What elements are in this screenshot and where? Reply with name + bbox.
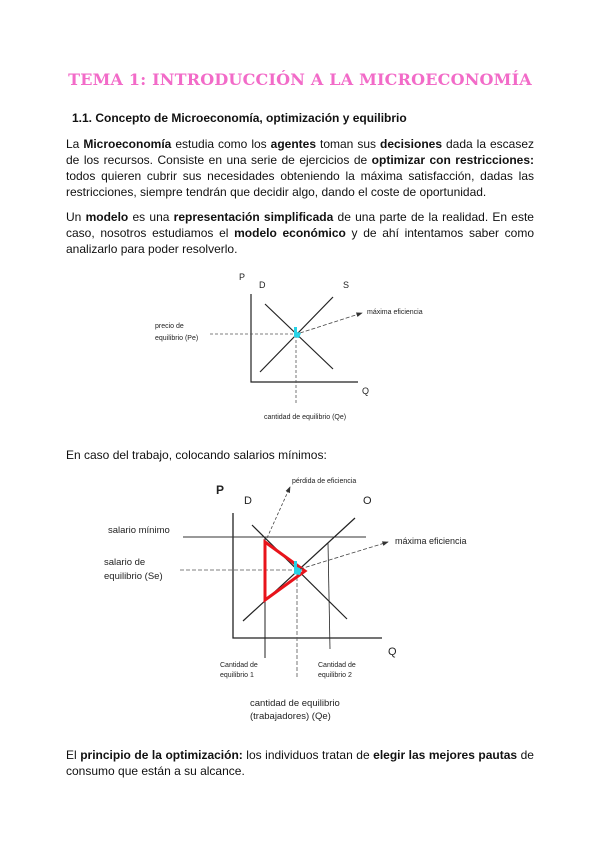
quantity-2-label: equilibrio 2 (318, 672, 352, 679)
paragraph-microeconomia (66, 136, 534, 200)
supply-demand-diagram (0, 269, 600, 429)
text-bold: representación simplificada (173, 210, 334, 224)
text: es una (128, 210, 174, 224)
text-bold: decisiones (379, 137, 443, 151)
quantity-2-label: Cantidad de (318, 662, 356, 669)
text: de una parte de la realidad. En este caso, nosotros estudiamos el (66, 210, 534, 240)
efficiency-arrow (300, 313, 362, 333)
curve-label-d: D (259, 280, 266, 290)
equilibrium-point (294, 327, 301, 338)
text-bold: principio de la optimización: (80, 748, 243, 762)
quantity-2-line (328, 543, 330, 649)
axis-label-p: P (239, 272, 246, 282)
min-wage-label: salario mínimo (108, 525, 170, 536)
text-bold: agentes (270, 137, 317, 151)
text: de consumo que están a su alcance. (66, 748, 534, 778)
text: La (66, 137, 84, 151)
text: El (66, 748, 81, 762)
text-bold: elegir las mejores pautas (373, 748, 518, 762)
axes (251, 294, 358, 382)
minimum-wage-diagram (0, 469, 600, 725)
eq-wage-label: equilibrio (Se) (104, 571, 163, 582)
eq-quantity-label: cantidad de equilibrio (250, 698, 340, 709)
quantity-label: cantidad de equilibrio (Qe) (264, 414, 347, 421)
text: y de ahí intentamos saber como analizarlo para poder resolverlo. (66, 226, 535, 256)
paragraph-optimizacion (66, 747, 534, 779)
text-bold: optimizar con restricciones: (371, 153, 534, 167)
curve-label-d: D (244, 495, 252, 507)
curve-label-s: S (343, 280, 350, 290)
paragraph-trabajo: En caso del trabajo, colocando salarios mínimos: (66, 448, 327, 462)
eq-wage-label: salario de (104, 557, 146, 568)
quantity-1-label: equilibrio 1 (220, 672, 254, 679)
curve-label-o: O (363, 495, 372, 507)
text-bold: modelo (85, 210, 129, 224)
price-label: equilibrio (Pe) (155, 335, 199, 342)
axes (233, 513, 382, 638)
paragraph-modelo (66, 209, 534, 257)
efficiency-label: máxima eficiencia (395, 536, 467, 546)
section-heading: 1.1. Concepto de Microeconomía, optimización y equilibrio (72, 111, 407, 125)
text: toman sus (316, 137, 380, 151)
text: los individuos tratan de (242, 748, 374, 762)
document-title: TEMA 1: INTRODUCCIÓN A LA MICROECONOMÍA (68, 70, 532, 89)
price-label: precio de (155, 323, 184, 330)
efficiency-arrow (300, 542, 388, 569)
axis-label-p: P (216, 483, 225, 497)
text: Un (66, 210, 86, 224)
text-bold: Microeconomía (83, 137, 172, 151)
text: todos quieren cubrir sus necesidades obteniendo la máxima satisfacción, dadas las restricciones, siempre tendrán que decidir algo, dando el coste de oportunidad. (66, 169, 534, 199)
loss-arrow (267, 487, 290, 538)
efficiency-label: máxima eficiencia (367, 309, 423, 316)
axis-label-q: Q (362, 386, 370, 396)
quantity-1-label: Cantidad de (220, 662, 258, 669)
text: dada la escasez de los recursos. Consiste en una serie de ejercicios de (66, 137, 535, 167)
text-bold: modelo económico (234, 226, 346, 240)
text: estudia como los (171, 137, 271, 151)
loss-label: pérdida de eficiencia (292, 478, 357, 485)
axis-label-q: Q (388, 646, 397, 658)
eq-quantity-label: (trabajadores) (Qe) (250, 711, 331, 722)
